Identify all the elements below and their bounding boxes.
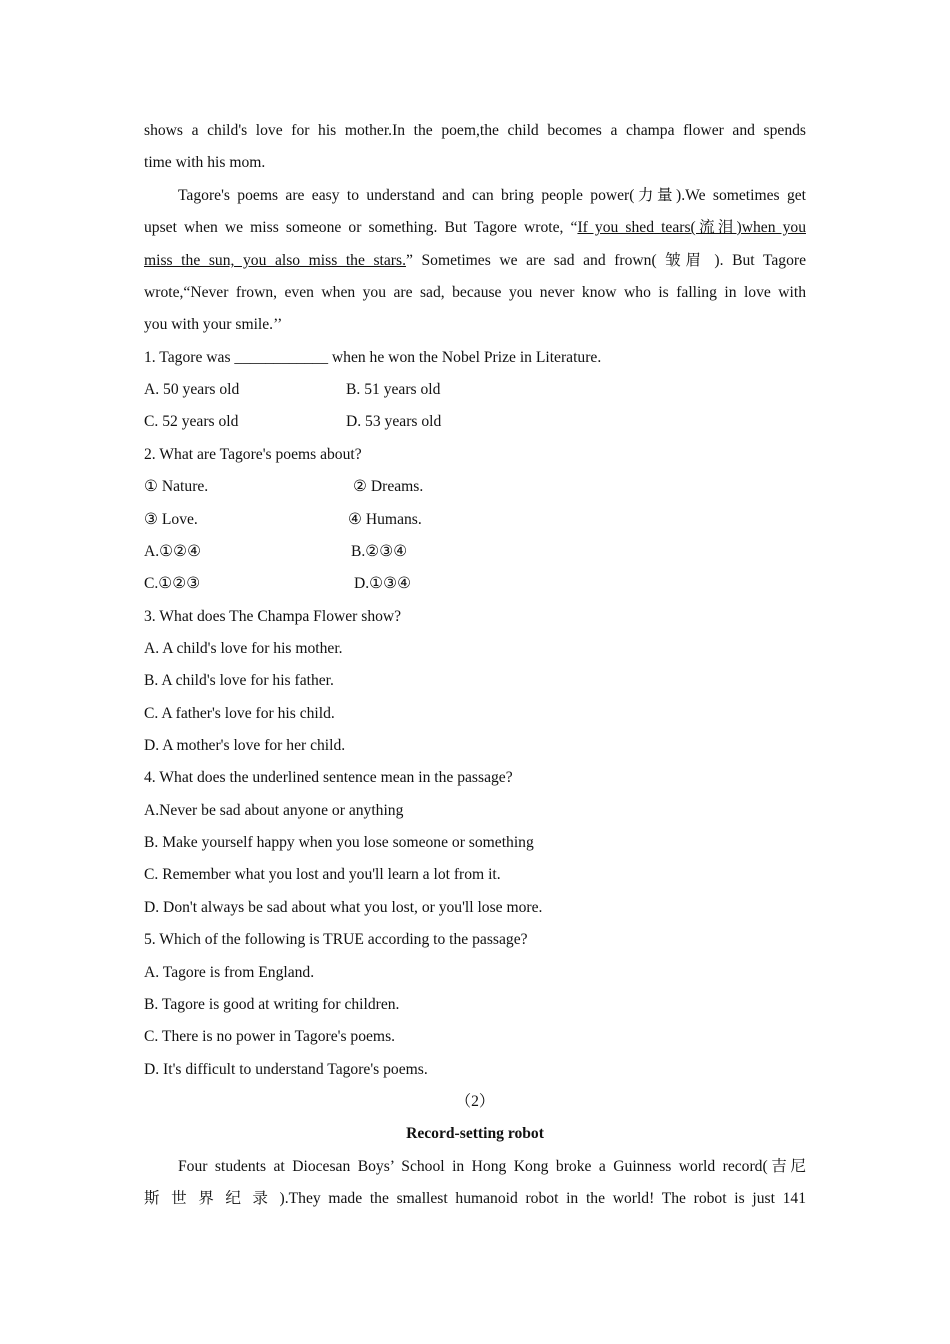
option: B. Make yourself happy when you lose someone or something: [144, 834, 534, 851]
option: D. It's difficult to understand Tagore's poems.: [144, 1061, 428, 1078]
option: D.①③④: [354, 575, 412, 592]
passage-line: shows a child's love for his mother.In the poem,the child becomes a champa flower and spends: [144, 122, 806, 139]
option: C. A father's love for his child.: [144, 705, 335, 722]
option: B. A child's love for his father.: [144, 672, 334, 689]
section-number: （2）: [455, 1093, 495, 1110]
option: ③ Love.: [144, 511, 198, 528]
option: ① Nature.: [144, 478, 209, 495]
option: D. 53 years old: [346, 413, 442, 430]
passage-line: Tagore's poems are easy to understand and can bring people power(力量).We sometimes get: [178, 187, 806, 204]
question-stem: 4. What does the underlined sentence mean in the passage?: [144, 769, 513, 786]
option: B. 51 years old: [346, 381, 441, 398]
option: A. 50 years old: [144, 381, 240, 398]
option-row: [144, 504, 806, 536]
passage-line: wrote,“Never frown, even when you are sad, because you never know who is falling in love with: [144, 284, 806, 301]
passage-line: [144, 245, 806, 277]
passage-line: Four students at Diocesan Boys’ School in Hong Kong broke a Guinness world record(吉尼: [178, 1158, 806, 1175]
option: A. A child's love for his mother.: [144, 640, 343, 657]
option: C. Remember what you lost and you'll learn a lot from it.: [144, 866, 501, 883]
option: A.①②④: [144, 543, 202, 560]
option: A.Never be sad about anyone or anything: [144, 802, 404, 819]
passage-line: you with your smile.’’: [144, 316, 283, 333]
option-row: [144, 374, 806, 406]
option-row: [144, 471, 806, 503]
option: D. A mother's love for her child.: [144, 737, 346, 754]
underlined-sentence: miss the sun, you also miss the stars.: [144, 252, 406, 269]
option-row: [144, 568, 806, 600]
passage-line: time with his mom.: [144, 154, 266, 171]
passage-line: [144, 212, 806, 244]
passage-line: 斯 世 界 纪 录 ).They made the smallest humanoid robot in the world! The robot is just 141: [144, 1190, 806, 1207]
option: A. Tagore is from England.: [144, 964, 315, 981]
text: upset when we miss someone or something. But Tagore wrote, “: [144, 219, 578, 236]
underlined-sentence: If you shed tears(流泪)when you: [577, 219, 806, 236]
question-stem: 2. What are Tagore's poems about?: [144, 446, 362, 463]
option-row: [144, 536, 806, 568]
text: ” Sometimes we are sad and frown( 皱眉 ). But Tagore: [405, 252, 806, 269]
question-stem: 1. Tagore was ____________ when he won the Nobel Prize in Literature.: [144, 349, 602, 366]
option: B. Tagore is good at writing for children.: [144, 996, 400, 1013]
question-stem: 3. What does The Champa Flower show?: [144, 608, 402, 625]
option: ② Dreams.: [353, 478, 424, 495]
option-row: [144, 406, 806, 438]
option: ④ Humans.: [348, 511, 422, 528]
option: C.①②③: [144, 575, 201, 592]
question-stem: 5. Which of the following is TRUE according to the passage?: [144, 931, 528, 948]
option: C. 52 years old: [144, 413, 239, 430]
option: C. There is no power in Tagore's poems.: [144, 1028, 396, 1045]
option: B.②③④: [351, 543, 408, 560]
section-title: Record-setting robot: [406, 1125, 544, 1142]
option: D. Don't always be sad about what you lost, or you'll lose more.: [144, 899, 543, 916]
